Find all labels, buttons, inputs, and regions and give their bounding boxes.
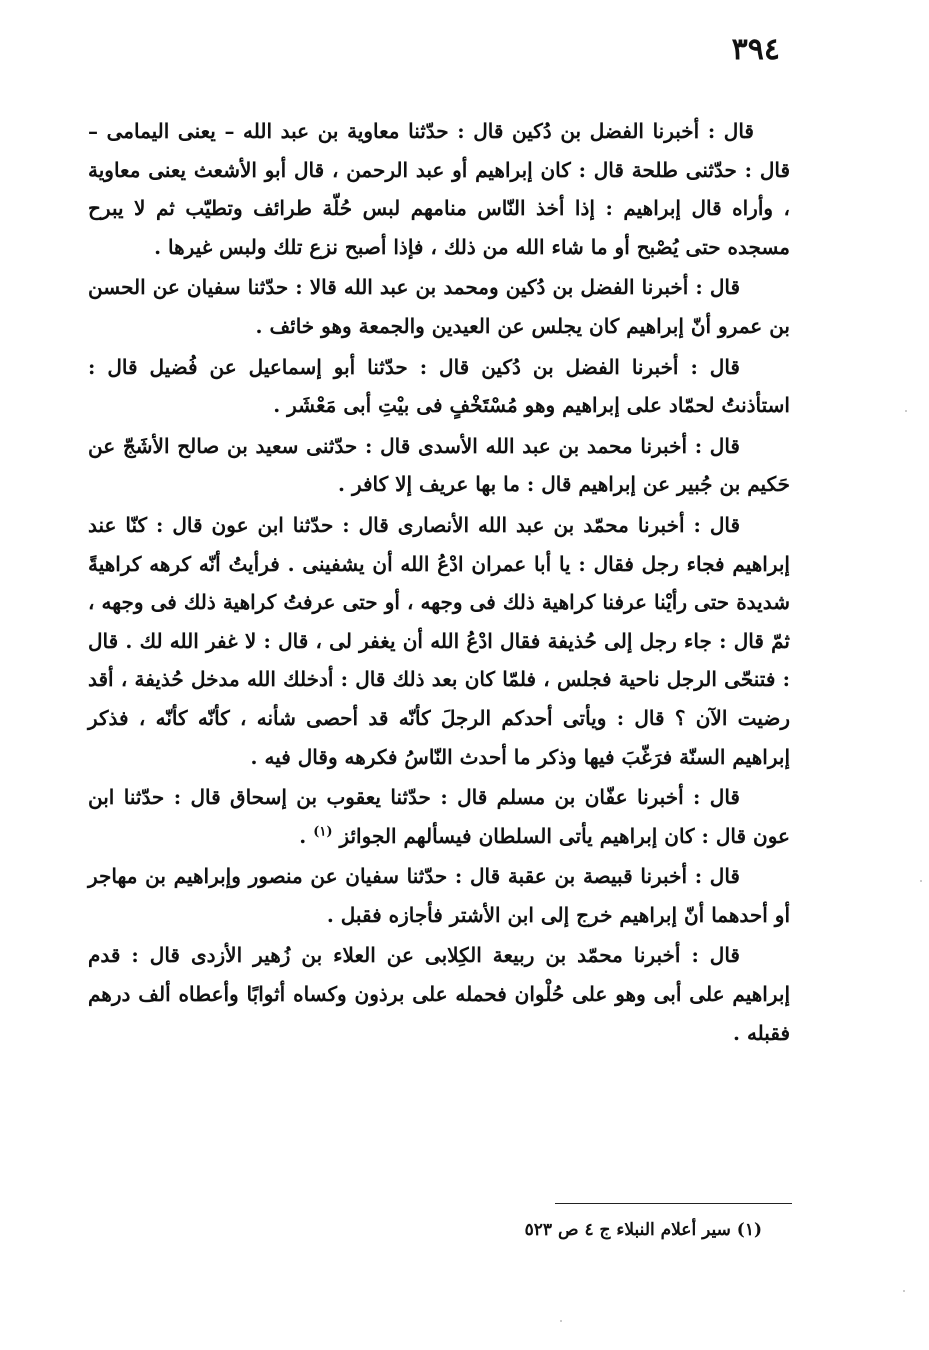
paragraph-8: قال : أخبرنا محمّد بن ربيعة الكِلابى عن العلاء بن زُهير الأزدى قال : قدم إبراهيم على أبى وهو على حُلْوان فحمله على برذون وكساه أثوابًا وأعطاه ألف درهم فقبله . (88, 943, 790, 1045)
paragraph-1: قال : أخبرنا الفضل بن دُكين قال : حدّثنا معاوية بن عبد الله – يعنى اليمامى – قال : حدّثنى طلحة قال : كان إبراهيم أو عبد الرحمن ، قال أبو الأشعث يعنى معاوية ، وأراه قال إبراهيم : إذا أخذ النّاس منامهم لبس حُلّة طرائف وتطيّب ثم لا يبرح مسجده حتى يُصْبح أو ما شاء الله من ذلك ، فإذا أصبح نزع تلك ولبس غيرها . (88, 119, 790, 259)
paragraph-7: قال : أخبرنا قبيصة بن عقبة قال : حدّثنا سفيان عن منصور وإبراهيم بن مهاجر أو أحدهما أنّ إبراهيم خرج إلى ابن الأشتر فأجازه فقبل . (88, 864, 790, 927)
footnote-reference[interactable]: (١) (313, 824, 333, 840)
paragraph-6-end: . (299, 823, 314, 848)
paragraph-6 (88, 778, 790, 855)
scan-speck (560, 1320, 562, 1322)
paragraph-4: قال : أخبرنا محمد بن عبد الله الأسدى قال : حدّثنى سعيد بن صالح الأشَجّ عن حَكيم بن جُبير عن إبراهيم قال : ما بها عريف إلا كافر . (88, 433, 790, 497)
footnote-divider (555, 1203, 792, 1204)
page-number: ٣٩٤ (731, 32, 780, 67)
scan-speck (905, 410, 907, 412)
paragraph-6-text: قال : أخبرنا عفّان بن مسلم قال : حدّثنا يعقوب بن إسحاق قال : حدّثنا ابن عون قال : كان إبراهيم يأتى السلطان فيسألهم الجوائز (88, 785, 790, 848)
scan-speck (903, 1290, 905, 1292)
paragraph-5: قال : أخبرنا محمّد بن عبد الله الأنصارى قال : حدّثنا ابن عون قال : كنّا عند إبراهيم فجاء رجل فقال : يا أبا عمران ادْعُ الله أن يشفينى . فرأيتُ أنّه كرهه كراهيةً شديدة حتى رأيْنا عرفنا كراهية ذلك فى وجهه ، أو حتى عرفتُ كراهية ذلك فى وجهه ، ثمّ قال : جاء رجل إلى حُذيفة فقال ادْعُ الله أن يغفر لى ، قال : لا غفر الله لك . قال : فتنحّى الرجل ناحية فجلس ، فلمّا كان بعد ذلك قال : أدخلك الله مدخل حُذيفة ، أقد رضيت الآن ؟ قال : ويأتى أحدكم الرجلَ كأنّه قد أحصى شأنه ، كأنّه كأنّه ، فذكر إبراهيم السنّة فرَغّبَ فيها وذكر ما أحدث النّاسُ فكرهه وقال فيه . (88, 512, 790, 769)
footnote: (١) سير أعلام النبلاء ج ٤ ص ٥٢٣ (524, 1220, 762, 1240)
main-text (88, 112, 790, 1054)
paragraph-2: قال : أخبرنا الفضل بن دُكين ومحمد بن عبد الله قالا : حدّثنا سفيان عن الحسن بن عمرو أنّ إبراهيم كان يجلس عن العيدين والجمعة وهو خائف . (88, 275, 790, 338)
scan-speck (920, 880, 922, 882)
paragraph-3: قال : أخبرنا الفضل بن دُكين قال : حدّثنا أبو إسماعيل عن فُضيل قال : استأذنتُ لحمّاد على إبراهيم وهو مُسْتَخْفٍ فى بيْتِ أبى مَعْشَر . (88, 354, 790, 418)
